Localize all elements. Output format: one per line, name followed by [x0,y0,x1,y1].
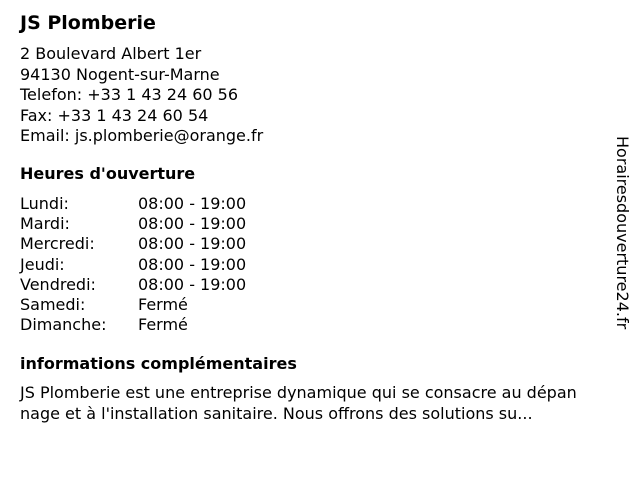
opening-hours-heading: Heures d'ouverture [20,164,196,183]
time-value: 08:00 - 19:00 [138,234,247,254]
business-name: JS Plomberie [20,12,156,34]
additional-info-heading: informations complémentaires [20,354,297,373]
day-label: Mercredi: [20,234,95,254]
time-value: 08:00 - 19:00 [138,274,247,294]
phone-number: Telefon: +33 1 43 24 60 56 [20,85,239,104]
day-label: Samedi: [20,294,86,314]
site-watermark: Horairesdouverture24.fr [613,136,632,330]
business-description: JS Plomberie est une entreprise dynamique qui se consacre au dépannage et à l'installation sanitaire. Nous offrons des solutions su... [20,383,577,423]
time-value: Fermé [138,315,188,335]
email-address: Email: js.plomberie@orange.fr [20,126,264,145]
time-value: 08:00 - 19:00 [138,214,247,234]
city-postcode: 94130 Nogent-sur-Marne [20,64,220,84]
contact-block [20,44,263,147]
street-address: 2 Boulevard Albert 1er [20,44,202,63]
day-label: Vendredi: [20,274,96,294]
time-value: 08:00 - 19:00 [138,254,247,274]
day-label: Jeudi: [20,254,65,274]
day-label: Dimanche: [20,315,107,335]
time-value: Fermé [138,294,188,314]
day-label: Lundi: [20,194,69,213]
fax-number: Fax: +33 1 43 24 60 54 [20,105,209,125]
day-label: Mardi: [20,214,70,234]
time-value: 08:00 - 19:00 [138,194,247,213]
